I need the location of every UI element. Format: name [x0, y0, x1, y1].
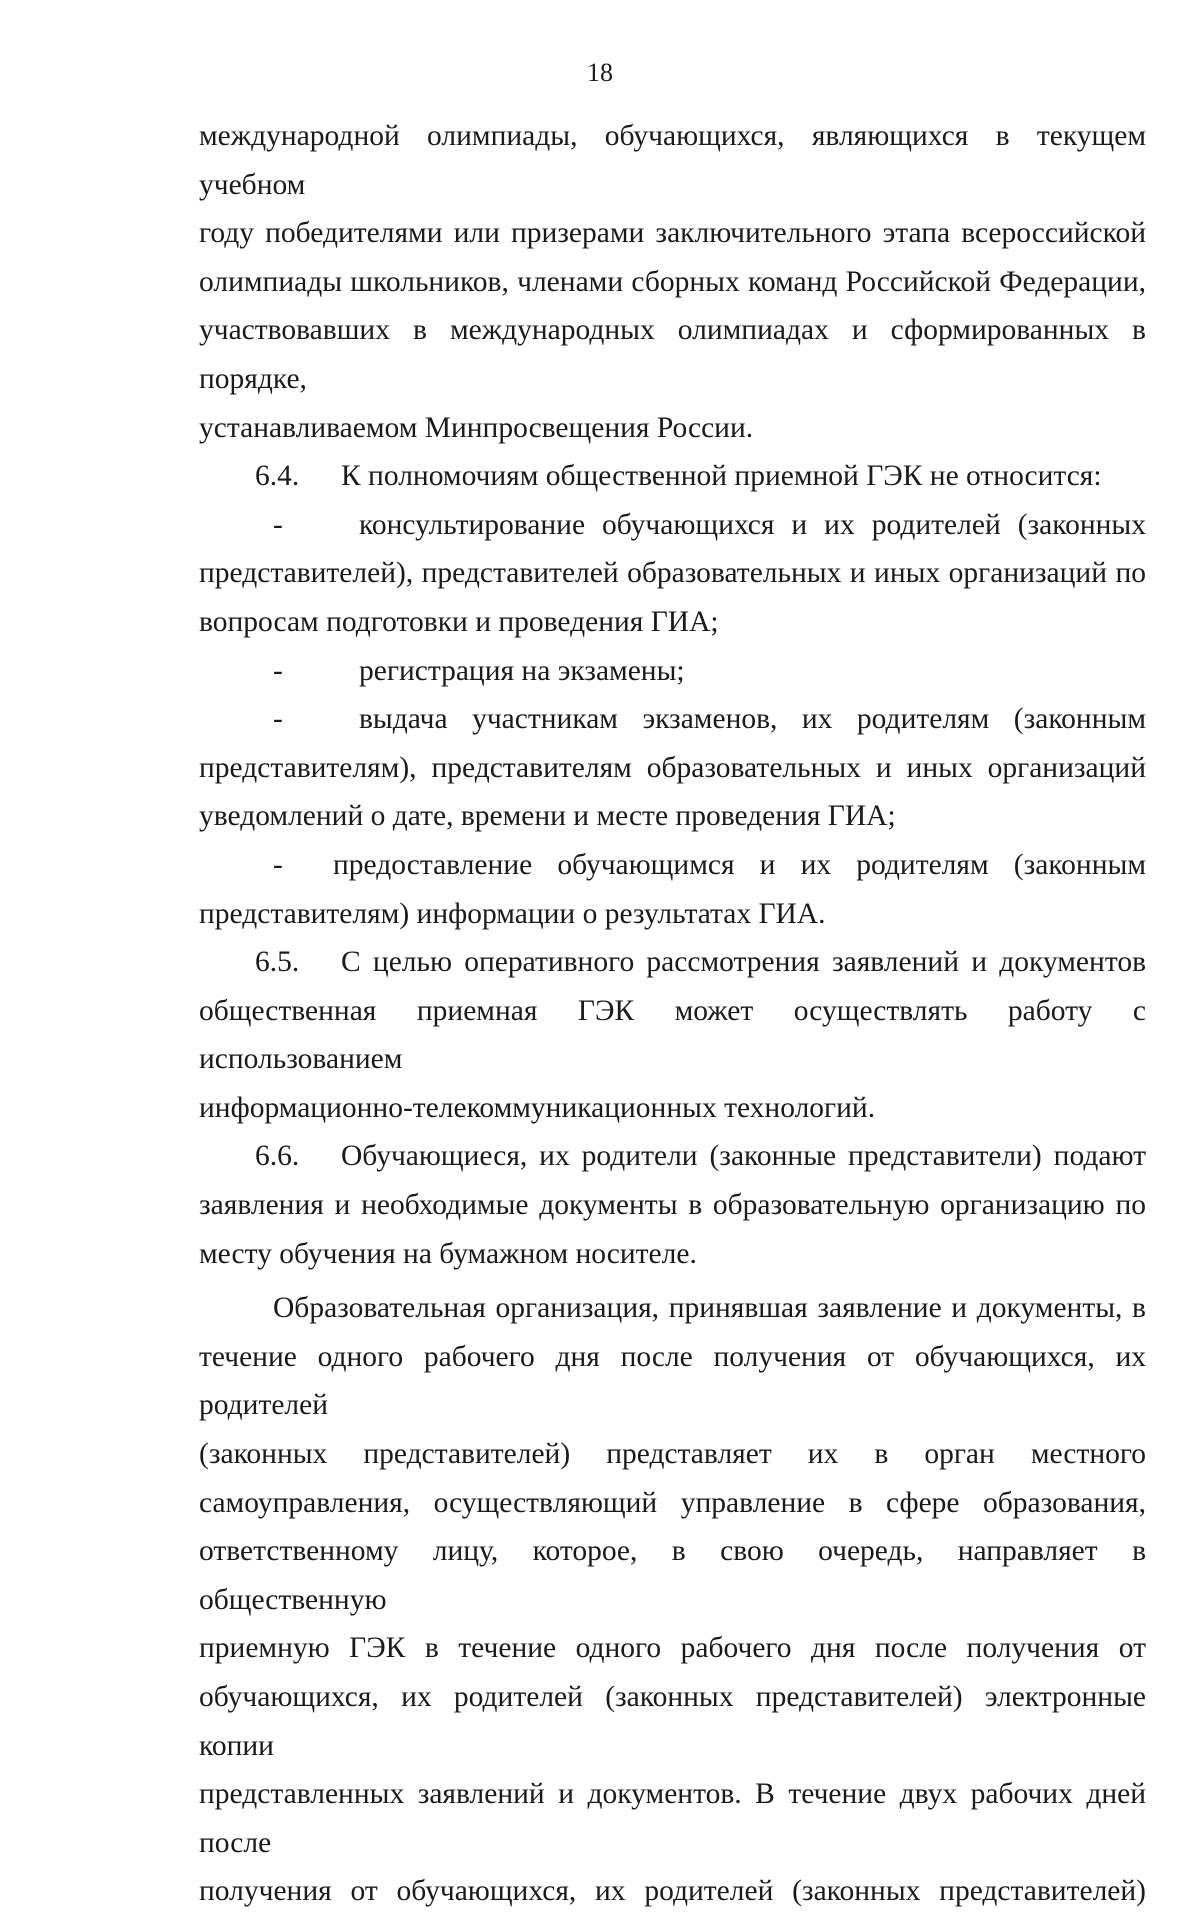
text-line: месту обучения на бумажном носителе. [199, 1237, 697, 1270]
list-item-text: консультирование обучающихся и их родителей (законных [359, 508, 1146, 541]
intro-paragraph [199, 112, 1146, 452]
clause-text: Обучающиеся, их родители (законные представители) подают [341, 1140, 1146, 1173]
clause-text: С целью оперативного рассмотрения заявлений и документов [341, 946, 1146, 979]
page-number: 18 [587, 58, 613, 87]
text-line: представителям) информации о результатах ГИА. [199, 897, 826, 930]
final-paragraph [199, 1284, 1146, 1916]
clause-6-4 [199, 452, 1146, 501]
clause-text: К полномочиям общественной приемной ГЭК не относится: [341, 460, 1102, 493]
clause-number: 6.5. [255, 946, 300, 979]
list-item-text: выдача участникам экзаменов, их родителям (законным [359, 703, 1146, 736]
text-line: представителям), представителям образовательных и иных организаций [199, 751, 1146, 784]
list-item [199, 695, 1146, 841]
clause-number: 6.6. [255, 1140, 300, 1173]
list-dash: - [273, 703, 283, 736]
text-line: самоуправления, осуществляющий управление в сфере образования, [199, 1486, 1146, 1519]
clause-number: 6.4. [255, 460, 300, 493]
text-line: (законных представителей) представляет их в орган местного [199, 1438, 1146, 1471]
document-body [199, 112, 1146, 1916]
clause-head [199, 1132, 1146, 1181]
list-item-head [199, 501, 1146, 550]
list-item-text: предоставление обучающимся и их родителям (законным [333, 848, 1146, 881]
text-line: ответственному лицу, которое, в свою очередь, направляет в общественную [199, 1535, 1146, 1616]
text-line: устанавливаемом Минпросвещения России. [199, 411, 754, 444]
text-line: приемную ГЭК в течение одного рабочего дня после получения от [199, 1632, 1146, 1665]
list-item [199, 501, 1146, 647]
text-line: получения от обучающихся, их родителей (законных представителей) [199, 1875, 1146, 1908]
text-line: заявления и необходимые документы в образовательную организацию по [199, 1189, 1146, 1222]
list-item [199, 647, 1146, 696]
clause-6-6 [199, 1132, 1146, 1278]
text-line: Образовательная организация, принявшая заявление и документы, в [273, 1292, 1146, 1325]
list-item-head [199, 695, 1146, 744]
text-line: информационно-телекоммуникационных технологий. [199, 1091, 876, 1124]
text-line: международной олимпиады, обучающихся, являющихся в текущем учебном [199, 120, 1146, 201]
clause-head [199, 938, 1146, 987]
text-line: году победителями или призерами заключительного этапа всероссийской [199, 217, 1146, 250]
text-line: уведомлений о дате, времени и месте проведения ГИА; [199, 800, 896, 833]
list-item-text: регистрация на экзамены; [359, 654, 685, 687]
text-line: представителей), представителей образовательных и иных организаций по [199, 557, 1146, 590]
text-line: общественная приемная ГЭК может осуществлять работу с использованием [199, 994, 1146, 1076]
list-dash: - [273, 848, 283, 881]
list-dash: - [273, 508, 283, 541]
clause-head [199, 452, 1146, 501]
text-line: течение одного рабочего дня после получения от обучающихся, их родителей [199, 1340, 1146, 1422]
list-item-head [199, 647, 1146, 696]
text-line: олимпиады школьников, членами сборных команд Российской Федерации, [199, 265, 1146, 298]
text-line: участвовавших в международных олимпиадах и сформированных в порядке, [199, 314, 1146, 395]
list-item-head [199, 841, 1146, 890]
list-item [199, 841, 1146, 938]
list-dash: - [273, 654, 283, 687]
clause-6-5 [199, 938, 1146, 1132]
text-line: вопросам подготовки и проведения ГИА; [199, 605, 719, 638]
text-line: обучающихся, их родителей (законных представителей) электронные копии [199, 1681, 1146, 1762]
text-line: представленных заявлений и документов. В течение двух рабочих дней после [199, 1778, 1146, 1859]
